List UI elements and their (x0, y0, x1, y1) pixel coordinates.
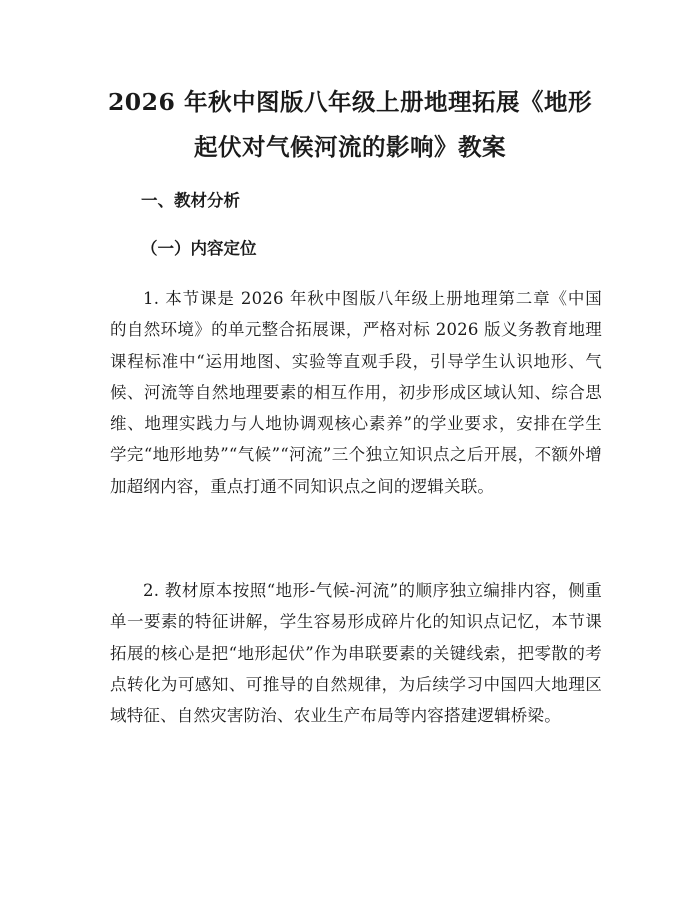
paragraph-2: 2. 教材原本按照“地形-气候-河流”的顺序独立编排内容，侧重单一要素的特征讲解，学生容易形成碎片化的知识点记忆，本节课拓展的核心是把“地形起伏”作为串联要素的关键线索，把零散的考点转化为可感知、可推导的自然规律，为后续学习中国四大地理区域特征、自然灾害防治、农业生产布局等内容搭建逻辑桥梁。 (110, 581, 602, 726)
document-title-line-2: 起伏对气候河流的影响》教案 (194, 133, 506, 161)
document-title-line-1: 2026 年秋中图版八年级上册地理拓展《地形 (107, 88, 593, 116)
section-heading: 一、教材分析 (141, 191, 240, 210)
subsection-heading: （一）内容定位 (141, 239, 257, 258)
paragraph-1: 1. 本节课是 2026 年秋中图版八年级上册地理第二章《中国的自然环境》的单元整合拓展课，严格对标 2026 版义务教育地理课程标准中“运用地图、实验等直观手段，引导学生认识地形、气候、河流等自然地理要素的相互作用，初步形成区域认知、综合思维、地理实践力与人地协调观核心素养”的学业要求，安排在学生学完“地形地势”“气候”“河流”三个独立知识点之后开展，不额外增加超纲内容，重点打通不同知识点之间的逻辑关联。 (110, 289, 602, 496)
